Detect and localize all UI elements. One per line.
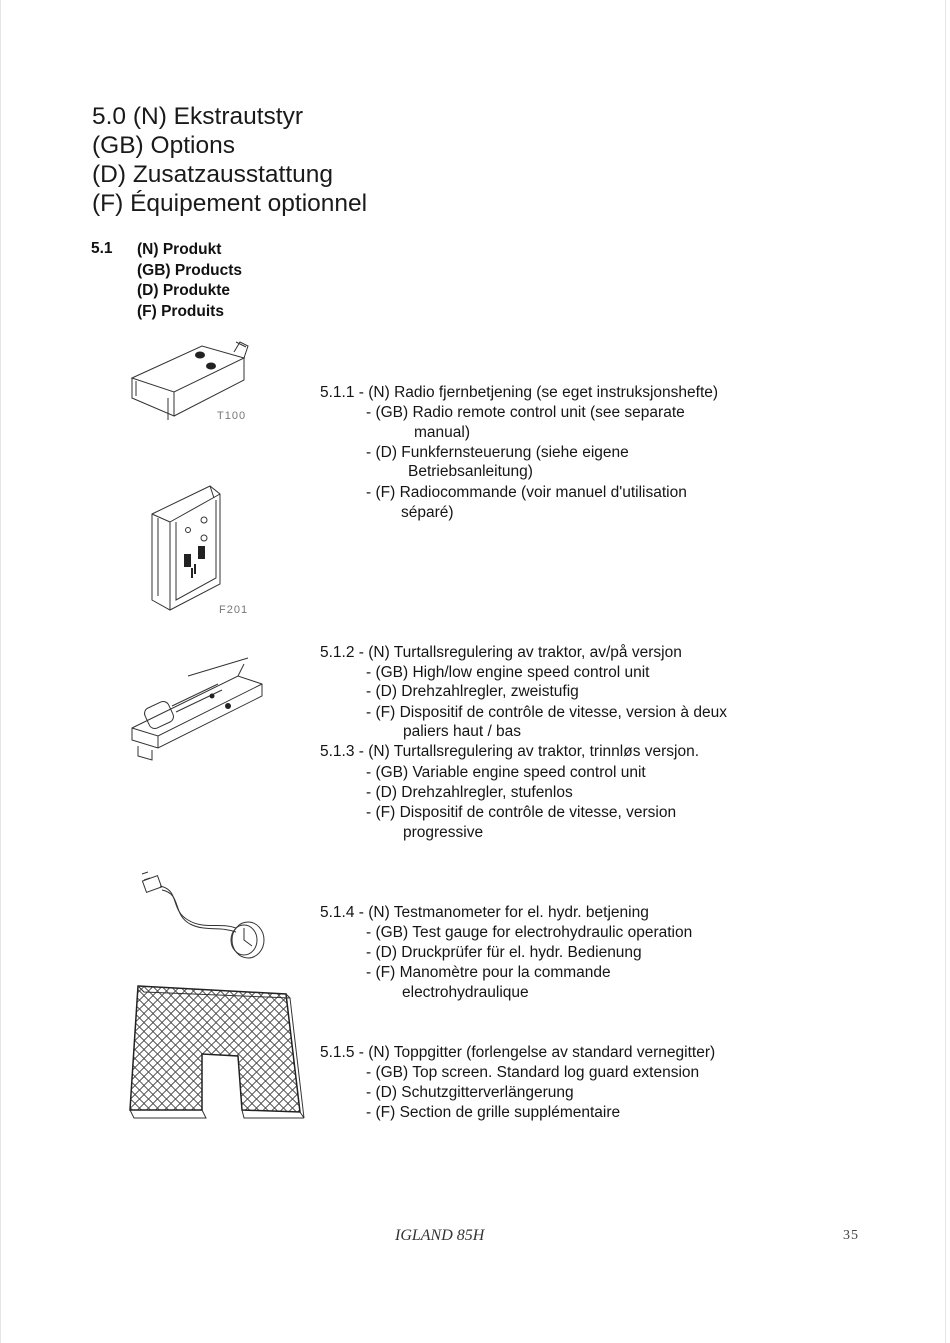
section-line-gb: (GB) Products: [137, 261, 243, 279]
test-gauge-illustration: [140, 870, 280, 962]
figure-label-f201: F201: [219, 604, 249, 616]
item-line: - (D) Drehzahlregler, zweistufig: [366, 683, 579, 700]
item-line: - (F) Radiocommande (voir manuel d'utilisation: [366, 484, 687, 501]
item-line: - (D) Druckprüfer für el. hydr. Bedienung: [366, 944, 642, 961]
heading-line-n: 5.0 (N) Ekstrautstyr: [92, 103, 304, 130]
item-line: séparé): [401, 504, 454, 521]
item-line: - (GB) High/low engine speed control unit: [366, 664, 650, 681]
section-line-n: (N) Produkt: [137, 241, 222, 258]
item-line: - (GB) Variable engine speed control unit: [366, 764, 646, 781]
heading-line-d: (D) Zusatzausstattung: [92, 161, 334, 188]
item-line: - (F) Dispositif de contrôle de vitesse, version à deux: [366, 704, 727, 721]
heading-line-gb: (GB) Options: [92, 132, 235, 159]
heading-line-f: (F) Équipement optionnel: [92, 190, 368, 217]
item-line: - (F) Dispositif de contrôle de vitesse, version: [366, 804, 677, 821]
item-line: 5.1.1 - (N) Radio fjernbetjening (se eget instruksjonshefte): [320, 384, 719, 401]
footer-title: IGLAND 85H: [395, 1227, 485, 1244]
speed-control-illustration: [128, 666, 268, 764]
item-line: - (D) Funkfernsteuerung (siehe eigene: [366, 444, 629, 461]
top-screen-illustration: [126, 982, 306, 1124]
receiver-box-illustration: [148, 482, 238, 614]
section-line-f: (F) Produits: [137, 302, 224, 320]
page-number: 35: [843, 1228, 859, 1243]
page-edge-right: [945, 0, 946, 1343]
item-line: - (GB) Test gauge for electrohydraulic operation: [366, 924, 693, 941]
item-line: - (GB) Top screen. Standard log guard extension: [366, 1064, 700, 1081]
item-line: - (F) Section de grille supplémentaire: [366, 1104, 621, 1121]
item-line: - (GB) Radio remote control unit (see separate: [366, 404, 685, 421]
item-line: electrohydraulique: [402, 984, 529, 1001]
item-line: - (D) Drehzahlregler, stufenlos: [366, 784, 573, 801]
section-line-d: (D) Produkte: [137, 282, 230, 299]
item-line: 5.1.3 - (N) Turtallsregulering av traktor, trinnløs versjon.: [320, 743, 700, 760]
page-edge-left: [0, 0, 1, 1343]
item-line: 5.1.2 - (N) Turtallsregulering av traktor, av/på versjon: [320, 644, 682, 661]
item-line: 5.1.4 - (N) Testmanometer for el. hydr. betjening: [320, 904, 649, 921]
item-line: paliers haut / bas: [403, 723, 522, 740]
figure-label-t100: T100: [217, 410, 247, 422]
item-line: - (F) Manomètre pour la commande: [366, 964, 611, 981]
item-line: 5.1.5 - (N) Toppgitter (forlengelse av standard vernegitter): [320, 1044, 716, 1061]
item-line: Betriebsanleitung): [408, 463, 533, 480]
item-line: progressive: [403, 824, 484, 841]
item-line: - (D) Schutzgitterverlängerung: [366, 1084, 574, 1101]
item-line: manual): [414, 424, 470, 441]
section-number: 5.1: [91, 240, 113, 257]
